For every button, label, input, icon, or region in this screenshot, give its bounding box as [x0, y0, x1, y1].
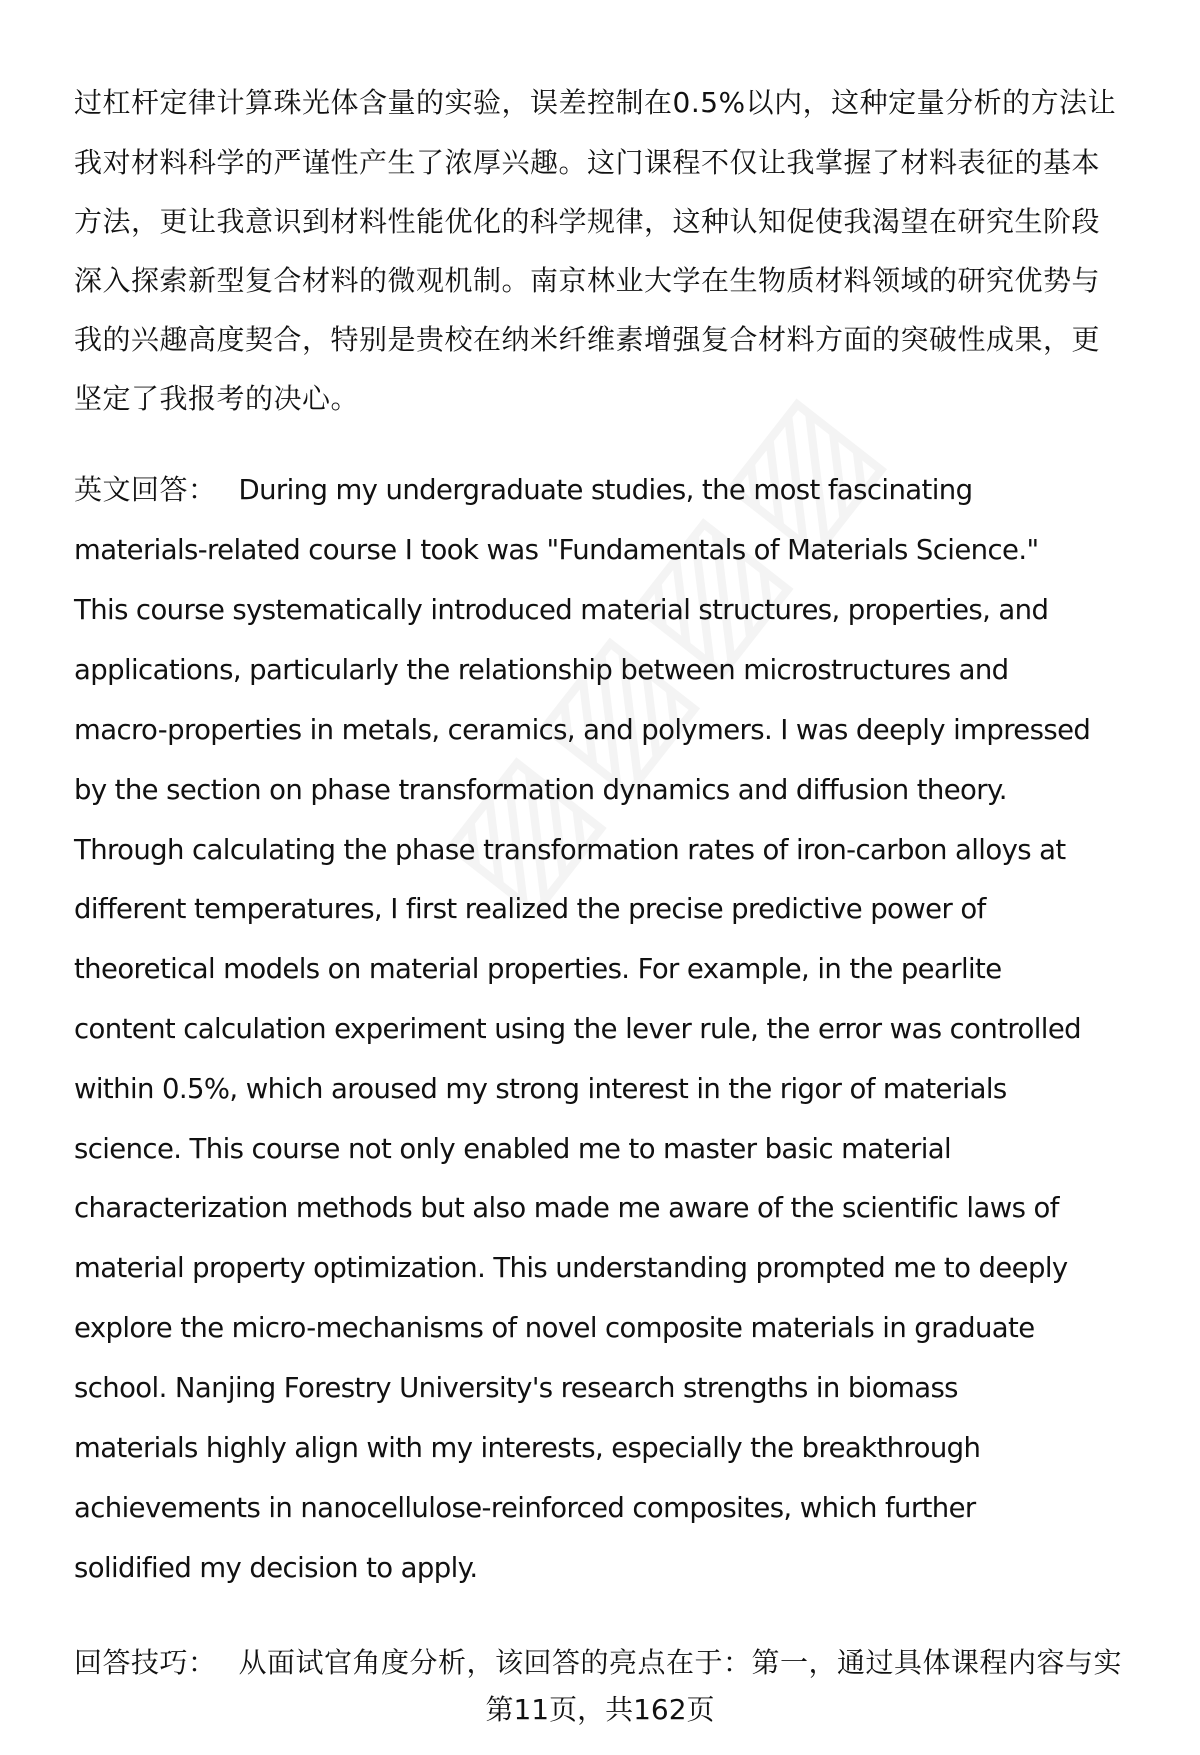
- text-line: [74, 470, 972, 510]
- text-line: within 0.5%, which aroused my strong interest in the rigor of materials: [74, 1073, 1007, 1105]
- text-line: by the section on phase transformation dynamics and diffusion theory.: [74, 774, 1007, 806]
- text-line: materials-related course I took was "Fundamentals of Materials Science.": [74, 534, 1039, 566]
- english-answer-label: 英文回答：: [74, 473, 217, 506]
- text-line: 我的兴趣高度契合，特别是贵校在纳米纤维素增强复合材料方面的突破性成果，更: [74, 323, 1101, 356]
- text-line: 过杠杆定律计算珠光体含量的实验，误差控制在0.5%以内，这种定量分析的方法让: [74, 86, 1117, 119]
- text-line: applications, particularly the relationship between microstructures and: [74, 654, 1009, 686]
- watermark: [314, 239, 1005, 1055]
- text-line: characterization methods but also made me aware of the scientific laws of: [74, 1192, 1059, 1224]
- text-line: solidified my decision to apply.: [74, 1552, 478, 1584]
- text-line: 我对材料科学的严谨性产生了浓厚兴趣。这门课程不仅让我掌握了材料表征的基本: [74, 146, 1101, 179]
- text-line: science. This course not only enabled me to master basic material: [74, 1133, 952, 1165]
- text-line: 方法，更让我意识到材料性能优化的科学规律，这种认知促使我渴望在研究生阶段: [74, 205, 1101, 238]
- answer-tips-label: 回答技巧：: [74, 1646, 217, 1679]
- text-line: 深入探索新型复合材料的微观机制。南京林业大学在生物质材料领域的研究优势与: [74, 264, 1101, 297]
- text-span: 从面试官角度分析，该回答的亮点在于：第一，通过具体课程内容与实: [238, 1646, 1123, 1679]
- text-line: materials highly align with my interests, especially the breakthrough: [74, 1432, 981, 1464]
- text-line: content calculation experiment using the lever rule, the error was controlled: [74, 1013, 1082, 1045]
- text-line: macro-properties in metals, ceramics, and polymers. I was deeply impressed: [74, 714, 1091, 746]
- text-line: school. Nanjing Forestry University's research strengths in biomass: [74, 1372, 958, 1404]
- text-line: explore the micro-mechanisms of novel composite materials in graduate: [74, 1312, 1035, 1344]
- text-line: [74, 1643, 1122, 1683]
- text-line: 坚定了我报考的决心。: [74, 382, 360, 415]
- text-line: This course systematically introduced material structures, properties, and: [74, 594, 1049, 626]
- page-number-footer: 第11页，共162页: [485, 1693, 715, 1726]
- text-line: Through calculating the phase transformation rates of iron-carbon alloys at: [74, 834, 1066, 866]
- text-line: achievements in nanocellulose-reinforced composites, which further: [74, 1492, 976, 1524]
- text-span: During my undergraduate studies, the most fascinating: [238, 474, 973, 506]
- text-line: theoretical models on material properties. For example, in the pearlite: [74, 953, 1002, 985]
- text-line: different temperatures, I first realized the precise predictive power of: [74, 893, 986, 925]
- text-line: material property optimization. This understanding prompted me to deeply: [74, 1252, 1068, 1284]
